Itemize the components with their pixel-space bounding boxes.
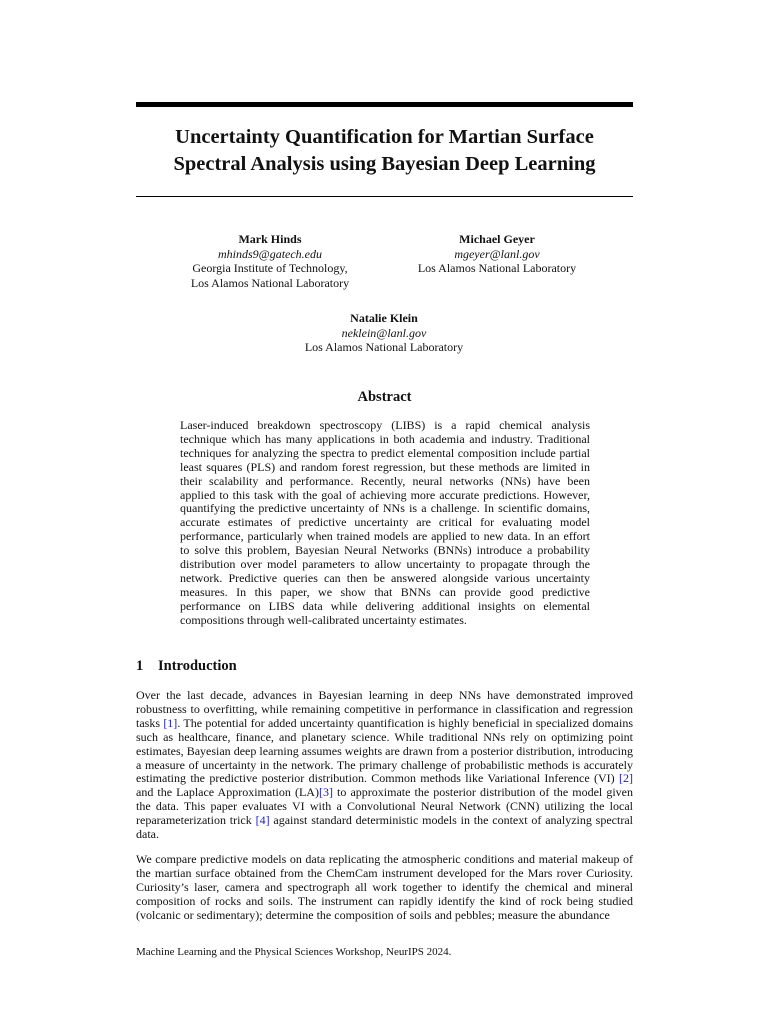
- author-affiliation: Los Alamos National Laboratory: [190, 275, 350, 290]
- paper-title: [136, 124, 633, 178]
- section-title: Introduction: [158, 658, 237, 674]
- paragraph-text: to approximate the posterior distribution of the model given the data. This paper evaluates VI with a Convolutional Neural Network (CNN) utilizing the local reparameterization trick: [136, 785, 633, 828]
- section-heading-introduction: [136, 658, 237, 675]
- title-line-2: Spectral Analysis using Bayesian Deep Learning: [173, 153, 596, 175]
- author-name: Natalie Klein: [350, 311, 418, 325]
- citation-link[interactable]: [4]: [255, 813, 270, 828]
- paragraph-text: against standard deterministic models in the context of analyzing spectral data.: [136, 813, 633, 842]
- abstract-heading: Abstract: [357, 389, 412, 405]
- intro-paragraph-1: [136, 689, 633, 842]
- paragraph-text: . The potential for added uncertainty quantification is highly beneficial in specialized domains such as healthcare, finance, and planetary science. While traditional NNs rely on optimizing point estimates, Bayesian deep learning assumes weights are drawn from a posterior distribution, introducing a measure of uncertainty in the network. The primary challenge of probabilistic methods is accurately estimating the predictive posterior distribution. Common methods like Variational Inference (VI): [136, 715, 634, 786]
- author-block-klein: [284, 311, 484, 355]
- author-email: neklein@lanl.gov: [341, 325, 427, 340]
- author-block-geyer: [397, 232, 597, 276]
- intro-paragraph-2: We compare predictive models on data replicating the atmospheric conditions and material makeup of the martian surface obtained from the ChemCam instrument developed for the Mars rover Curiosity. Curiosity’s laser, camera and spectrograph all work together to identify the chemical and mineral composition of rocks and soils. The instrument can rapidly identify the kind of rock being studied (volcanic or sedimentary); determine the composition of soils and pebbles; measure the abundance: [136, 852, 633, 922]
- author-affiliation: Georgia Institute of Technology,: [192, 261, 348, 275]
- author-email: mhinds9@gatech.edu: [217, 246, 323, 261]
- author-affiliation: Los Alamos National Laboratory: [417, 261, 577, 275]
- citation-link[interactable]: [1]: [163, 715, 178, 730]
- citation-link[interactable]: [3]: [318, 785, 333, 800]
- author-affiliation: Los Alamos National Laboratory: [304, 340, 464, 354]
- paragraph-text: and the Laplace Approximation (LA): [136, 785, 319, 800]
- author-email: mgeyer@lanl.gov: [454, 246, 540, 261]
- venue-footnote: Machine Learning and the Physical Sciences Workshop, NeurIPS 2024.: [136, 946, 452, 958]
- author-name: Mark Hinds: [238, 232, 302, 246]
- title-line-1: Uncertainty Quantification for Martian Surface: [175, 126, 594, 148]
- author-name: Michael Geyer: [459, 232, 535, 246]
- author-block-hinds: [170, 232, 370, 290]
- citation-link[interactable]: [2]: [619, 771, 633, 786]
- section-number: 1: [136, 658, 144, 674]
- title-bottom-rule: [136, 196, 633, 197]
- title-top-rule: [136, 102, 633, 107]
- paragraph-text: Over the last decade, advances in Bayesian learning in deep NNs have demonstrated improved robustness to overfitting, while remaining competitive in performance in classification and regression tasks: [136, 688, 633, 730]
- abstract-text: Laser-induced breakdown spectroscopy (LIBS) is a rapid chemical analysis technique which has many applications in both academia and industry. Traditional techniques for analyzing the spectra to predict elemental composition include partial least squares (PLS) and random forest regression, but these methods are limited in their scalability and performance. Recently, neural networks (NNs) have been applied to this task with the goal of achieving more accurate predictions. However, quantifying the predictive uncertainty of NNs is a challenge. In scientific domains, accurate estimates of predictive uncertainty are critical for evaluating model performance, particularly when trained models are applied to new data. In an effort to solve this problem, Bayesian Neural Networks (BNNs) introduce a probability distribution over model parameters to allow uncertainty to propagate through the network. Predictive queries can then be answered alongside various uncertainty measures. In this paper, we show that BNNs can provide good predictive performance on LIBS data while delivering additional insights on elemental compositions through well-calibrated uncertainty estimates.: [180, 418, 590, 627]
